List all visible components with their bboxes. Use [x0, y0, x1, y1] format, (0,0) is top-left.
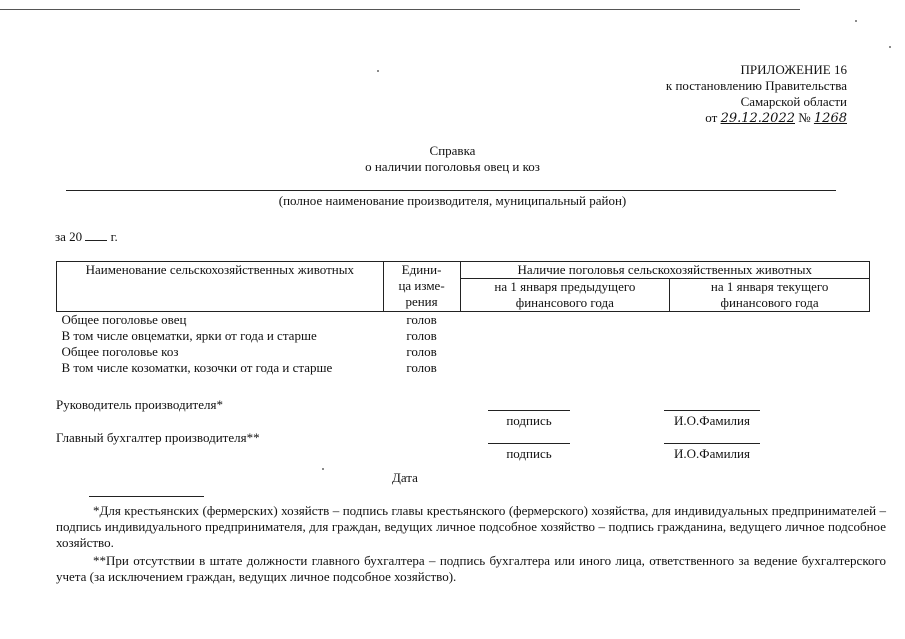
- col-header-unit: [383, 262, 460, 312]
- table-row: [57, 328, 870, 344]
- year-suffix: г.: [110, 229, 118, 244]
- row-unit: голов: [406, 328, 437, 343]
- scan-top-line: [0, 9, 800, 10]
- scan-speck: [889, 46, 891, 48]
- scan-speck: [377, 70, 379, 72]
- table-row: [57, 344, 870, 360]
- footnote-1: *Для крестьянских (фермерских) хозяйств – подпись главы крестьянского (фермерского) хозяйства, для индивидуальных предпринимателей – подпись индивидуального предпринимателя, для граждан, ведущих личное подсобное хозяйство – подпись гражданина, ведущего личное подсобное хозяйство.: [56, 503, 886, 550]
- scan-speck: [322, 468, 324, 470]
- accountant-name-caption: И.О.Фамилия: [674, 446, 750, 461]
- row-curr-value: [670, 360, 870, 376]
- col-header-prev-line-2: финансового года: [515, 295, 614, 310]
- head-sign-caption: подпись: [506, 413, 552, 428]
- row-unit: голов: [406, 312, 437, 327]
- head-name-line: [664, 410, 760, 411]
- footnote-2: **При отсутствии в штате должности главного бухгалтера – подпись бухгалтера или иного лица, ответственного за ведение бухгалтерского учета (за исключением граждан, ведущих личное подсобное хозяйство).: [56, 553, 886, 584]
- year-blank: [85, 228, 107, 241]
- year-row: [55, 228, 118, 245]
- row-unit: голов: [406, 360, 437, 375]
- col-header-unit-line-2: ца изме-: [398, 278, 445, 293]
- col-header-curr-line-1: на 1 января текущего: [710, 279, 829, 294]
- appendix-from: от: [705, 110, 718, 125]
- col-header-curr: [670, 279, 870, 312]
- producer-hint: (полное наименование производителя, муниципальный район): [278, 193, 627, 208]
- col-header-name: Наименование сельскохозяйственных животных: [57, 262, 384, 312]
- doc-title: Справка: [429, 143, 476, 158]
- row-name: Общее поголовье коз: [61, 344, 179, 359]
- row-name: В том числе козоматки, козочки от года и старше: [61, 360, 333, 375]
- appendix-number: 1268: [813, 111, 847, 126]
- appendix-header: [666, 62, 847, 127]
- row-prev-value: [460, 312, 670, 329]
- accountant-signature-label: Главный бухгалтер производителя**: [56, 430, 260, 445]
- col-header-unit-line-1: Едини-: [401, 262, 442, 277]
- appendix-line-2: Самарской области: [740, 94, 847, 109]
- accountant-sign-line: [488, 443, 570, 444]
- footnote-separator: [89, 496, 204, 497]
- col-header-curr-line-2: финансового года: [720, 295, 819, 310]
- appendix-title: ПРИЛОЖЕНИЕ 16: [740, 62, 847, 77]
- row-curr-value: [670, 344, 870, 360]
- appendix-ref: [666, 110, 847, 127]
- accountant-sign-caption: подпись: [506, 446, 552, 461]
- appendix-date: 29.12.2022: [720, 111, 795, 126]
- livestock-table: [56, 261, 870, 376]
- row-name: Общее поголовье овец: [61, 312, 187, 327]
- table-row: [57, 360, 870, 376]
- col-header-unit-line-3: рения: [405, 294, 438, 309]
- row-prev-value: [460, 328, 670, 344]
- head-name-caption: И.О.Фамилия: [674, 413, 750, 428]
- row-prev-value: [460, 360, 670, 376]
- row-curr-value: [670, 312, 870, 329]
- appendix-no: №: [798, 110, 811, 125]
- accountant-name-line: [664, 443, 760, 444]
- col-header-group: Наличие поголовья сельскохозяйственных животных: [460, 262, 869, 279]
- col-header-prev-line-1: на 1 января предыдущего: [494, 279, 636, 294]
- doc-subtitle: о наличии поголовья овец и коз: [365, 159, 540, 174]
- date-label: Дата: [392, 470, 418, 485]
- year-prefix: за 20: [55, 229, 83, 244]
- row-curr-value: [670, 328, 870, 344]
- appendix-line-1: к постановлению Правительства: [665, 78, 847, 93]
- producer-name-line: [66, 190, 836, 191]
- table-row: [57, 312, 870, 329]
- row-prev-value: [460, 344, 670, 360]
- row-unit: голов: [406, 344, 437, 359]
- head-signature-label: Руководитель производителя*: [56, 397, 223, 412]
- row-name: В том числе овцематки, ярки от года и старше: [61, 328, 317, 343]
- col-header-prev: [460, 279, 670, 312]
- head-sign-line: [488, 410, 570, 411]
- scan-speck: [855, 20, 857, 22]
